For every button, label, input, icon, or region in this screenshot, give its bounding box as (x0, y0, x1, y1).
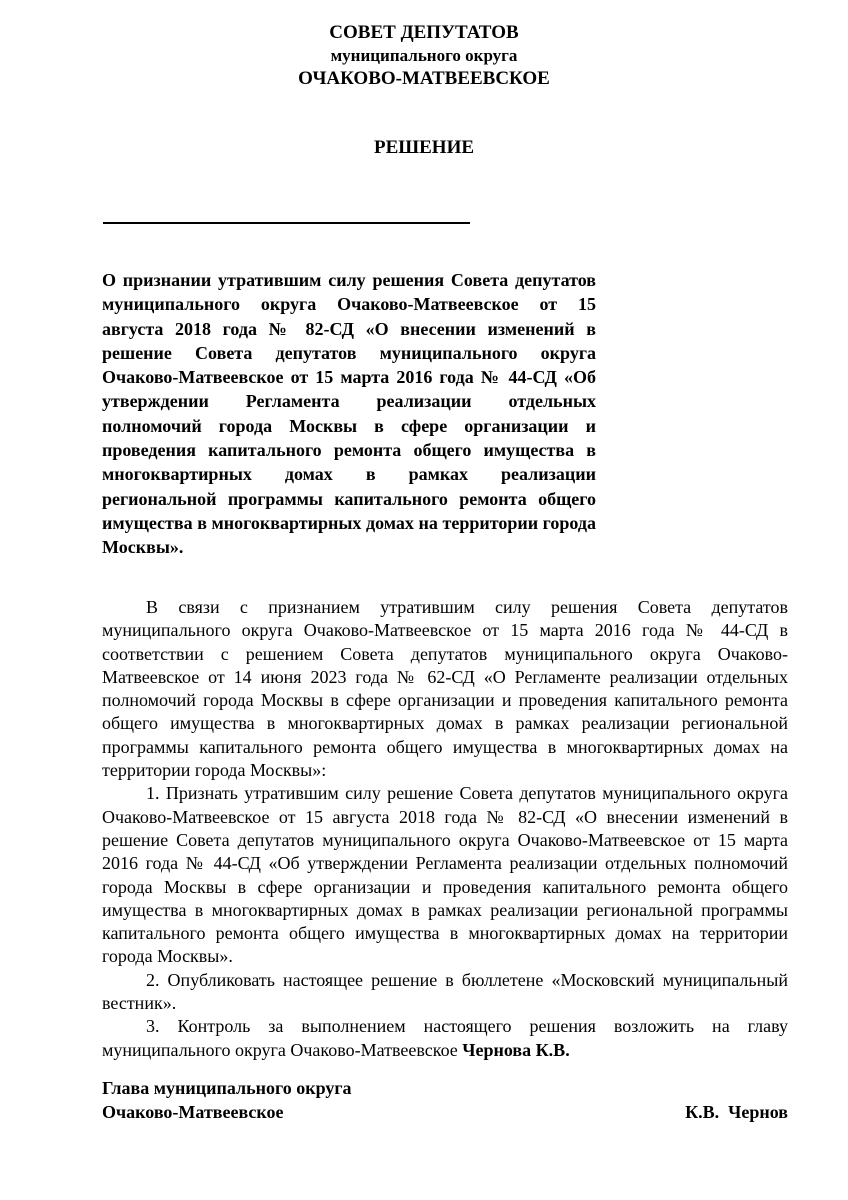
council-title: СОВЕТ ДЕПУТАТОВ (329, 22, 519, 43)
signature-block (102, 1076, 788, 1124)
document-type: РЕШЕНИЕ (373, 137, 475, 158)
item-2-paragraph: 2. Опубликовать настоящее решение в бюллетене «Московский муниципальный вестник». (102, 969, 788, 1014)
item-3-text: 3. Контроль за выполнением настоящего решения возложить на главу муниципального округа Очаково-Матвеевское (102, 1016, 788, 1060)
decision-number-blank-line (103, 222, 470, 224)
item-1-paragraph: 1. Признать утратившим силу решение Совета депутатов муниципального округа Очаково-Матвеевское от 15 августа 2018 года № 82-СД «О внесении изменений в решение Совета депутатов муниципального округа Очаково-Матвеевское от 15 марта 2016 года № 44-СД «Об утверждении Регламента реализации отдельных полномочий города Москвы в сфере организации и проведения капитального ремонта общего имущества в многоквартирных домах в рамках реализации региональной программы капитального ремонта общего имущества в многоквартирных домах на территории города Москвы». (102, 783, 788, 967)
signatory-title-line-1: Глава муниципального округа (102, 1078, 352, 1098)
signatory-title-line-2: Очаково-Матвеевское (102, 1102, 284, 1122)
signatory-name: К.В. Чернов (685, 1102, 788, 1122)
decision-body (102, 596, 788, 1062)
district-name: ОЧАКОВО-МАТВЕЕВСКОЕ (298, 68, 550, 89)
item-3-paragraph (102, 1015, 788, 1062)
decision-subject: О признании утратившим силу решения Совета депутатов муниципального округа Очаково-Матвеевское от 15 августа 2018 года № 82-СД «О внесении изменений в решение Совета депутатов муниципального округа Очаково-Матвеевское от 15 марта 2016 года № 44-СД «Об утверждении Регламента реализации отдельных полномочий города Москвы в сфере организации и проведения капитального ремонта общего имущества в многоквартирных домах в рамках реализации региональной программы капитального ремонта общего имущества в многоквартирных домах на территории города Москвы». (102, 270, 596, 558)
preamble-paragraph: В связи с признанием утратившим силу решения Совета депутатов муниципального округа Очаково-Матвеевское от 15 марта 2016 года № 44-СД в соответствии с решением Совета депутатов муниципального округа Очаково-Матвеевское от 14 июня 2023 года № 62-СД «О Регламенте реализации отдельных полномочий города Москвы в сфере организации и проведения капитального ремонта общего имущества в многоквартирных домах в рамках реализации региональной программы капитального ремонта общего имущества в многоквартирных домах на территории города Москвы»: (102, 597, 788, 781)
district-line: муниципального округа (330, 46, 518, 65)
responsible-person: Чернова К.В. (462, 1039, 570, 1060)
